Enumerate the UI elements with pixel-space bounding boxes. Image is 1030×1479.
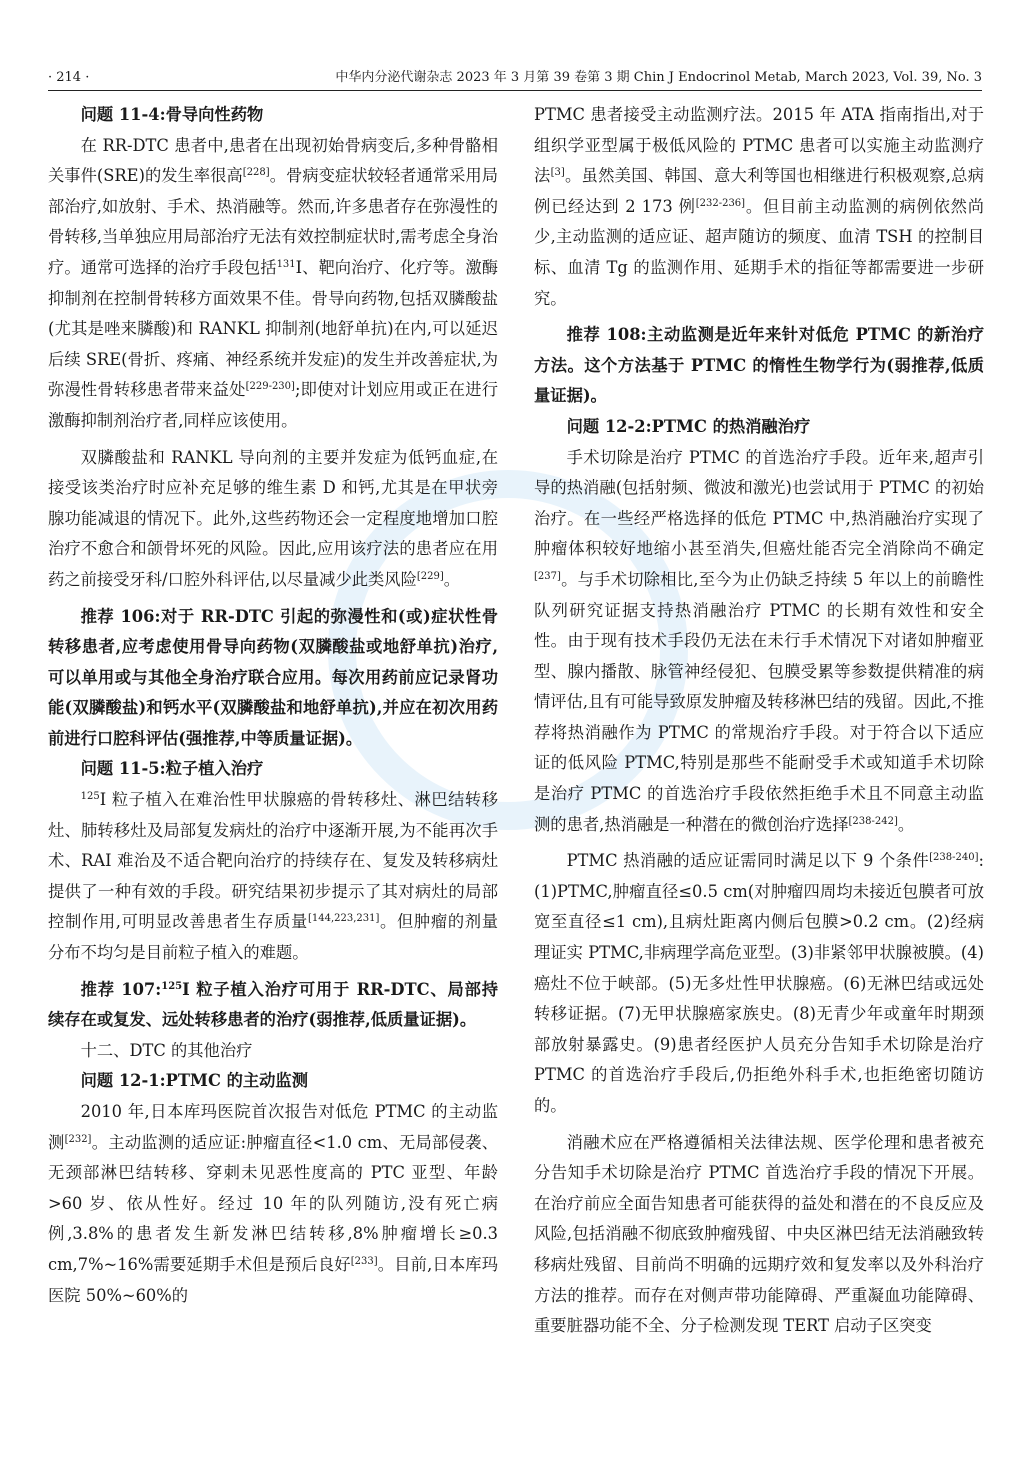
recommendation-106: 推荐 106:对于 RR-DTC 引起的弥漫性和(或)症状性骨转移患者,应考虑使用骨导向药物(双膦酸盐或地舒单抗)治疗,可以单用或与其他全身治疗联合应用。每次用药前应记录肾功能(双膦酸盐)和钙水平(双膦酸盐和地舒单抗),并应在初次用药前进行口腔科评估(强推荐,中等质量证据)。 bbox=[48, 606, 498, 748]
citation-ref: [228] bbox=[242, 167, 270, 179]
paragraph: PTMC 患者接受主动监测疗法。2015 年 ATA 指南指出,对于组织学亚型属于极低风险的 PTMC 患者可以实施主动监测疗法[3]。虽然美国、韩国、意大利等国也相继进行积极观察,总病例已经达到 2 173 例[232-236]。但目前主动监测的病例依然尚少,主动监测的适应证、超声随访的频度、血清 TSH 的控制目标、血清 Tg 的监测作用、延期手术的指征等都需要进一步研究。 bbox=[534, 105, 984, 308]
paragraph: 消融术应在严格遵循相关法律法规、医学伦理和患者被充分告知手术切除是治疗 PTMC 首选治疗手段的情况下开展。在治疗前应全面告知患者可能获得的益处和潜在的不良反应及风险,包括消融不彻底致肿瘤残留、中央区淋巴结无法消融致转移病灶残留、目前尚不明确的远期疗效和复发率以及外科治疗方法的推荐。而存在对侧声带功能障碍、严重凝血功能障碍、重要脏器功能不全、分子检测发现 TERT 启动子区突变 bbox=[534, 1132, 984, 1336]
left-column bbox=[48, 100, 498, 1311]
paragraph: 2010 年,日本库玛医院首次报告对低危 PTMC 的主动监测[232]。主动监测的适应证:肿瘤直径<1.0 cm、无局部侵袭、无颈部淋巴结转移、穿刺未见恶性度高的 PTC 亚型、年龄>60 岁、依从性好。经过 10 年的队列随访,没有死亡病例,3.8%的患者发生新发淋巴结转移,8%肿瘤增长≥0.3 cm,7%~16%需要延期手术但是预后良好[233]。目前,日本库玛医院 50%~60%的 bbox=[48, 1102, 498, 1305]
paragraph: PTMC 热消融的适应证需同时满足以下 9 个条件[238-240]:(1)PTMC,肿瘤直径≤0.5 cm(对肿瘤四周均未接近包膜者可放宽至直径≤1 cm),且病灶距离内侧后包膜>0.2 cm。(2)经病理证实 PTMC,非病理学高危亚型。(3)非紧邻甲状腺被膜。(4)癌灶不位于峡部。(5)无多灶性甲状腺癌。(6)无淋巴结或远处转移证据。(7)无甲状腺癌家族史。(8)无青少年或童年时期颈部放射暴露史。(9)患者经医护人员充分告知手术切除是治疗 PTMC 的首选治疗手段后,仍拒绝外科手术,也拒绝密切随访的。 bbox=[534, 851, 984, 1115]
citation-ref: [237] bbox=[534, 570, 561, 582]
question-11-4-heading: 问题 11-4:骨导向性药物 bbox=[80, 105, 264, 124]
recommendation-107: 推荐 107:$^{125}$I 粒子植入治疗可用于 RR-DTC、局部持续存在或复发、远处转移患者的治疗(弱推荐,低质量证据)。 bbox=[48, 979, 498, 1030]
section-heading-12: 十二、DTC 的其他治疗 bbox=[80, 1040, 253, 1060]
isotope-superscript: 131 bbox=[276, 258, 296, 270]
question-11-5-heading: 问题 11-5:粒子植入治疗 bbox=[80, 759, 264, 779]
paragraph: 在 RR-DTC 患者中,患者在出现初始骨病变后,多种骨骼相关事件(SRE)的发生率很高[228]。骨病变症状较轻者通常采用局部治疗,如放射、手术、热消融等。然而,许多患者存在弥漫性的骨转移,当单独应用局部治疗无法有效控制症状时,需考虑全身治疗。通常可选择的治疗手段包括$^{131}$I、靶向治疗、化疗等。激酶抑制剂在控制骨转移方面效果不佳。骨导向药物,包括双膦酸盐(尤其是唑来膦酸)和 RANKL 抑制剂(地舒单抗)在内,可以延迟后续 SRE(骨折、疼痛、神经系统并发症)的发生并改善症状,为弥漫性骨转移患者带来益处[229-230];即使对计划应用或正在进行激酶抑制剂治疗者,同样应该使用。 bbox=[48, 135, 498, 430]
question-12-2-heading: 问题 12-2:PTMC 的热消融治疗 bbox=[566, 416, 811, 436]
citation-ref: [229-230] bbox=[245, 381, 295, 393]
citation-ref: [232] bbox=[64, 1133, 92, 1145]
right-column bbox=[534, 100, 984, 1342]
journal-citation: 中华内分泌代谢杂志 2023 年 3 月第 39 卷第 3 期 Chin J Endocrinol Metab, March 2023, Vol. 39, No. 3 bbox=[335, 70, 982, 85]
page-number: · 214 · bbox=[48, 70, 90, 85]
citation-ref: [3] bbox=[550, 167, 565, 179]
question-12-1-heading: 问题 12-1:PTMC 的主动监测 bbox=[80, 1071, 308, 1091]
citation-ref: [238-240] bbox=[929, 852, 979, 864]
citation-ref: [144,223,231] bbox=[307, 913, 380, 925]
paragraph: 双膦酸盐和 RANKL 导向剂的主要并发症为低钙血症,在接受该类治疗时应补充足够的维生素 D 和钙,尤其是在甲状旁腺功能减退的情况下。此外,这些药物还会一定程度地增加口腔治疗不愈合和颌骨坏死的风险。因此,应用该疗法的患者应在用药之前接受牙科/口腔外科评估,以尽量减少此类风险[229]。 bbox=[48, 447, 498, 589]
isotope-superscript: 125 bbox=[161, 980, 183, 992]
paragraph: 手术切除是治疗 PTMC 的首选治疗手段。近年来,超声引导的热消融(包括射频、微波和激光)也尝试用于 PTMC 的初始治疗。在一些经严格选择的低危 PTMC 中,热消融治疗实现了肿瘤体积较好地缩小甚至消失,但癌灶能否完全消除尚不确定[237]。与手术切除相比,至今为止仍缺乏持续 5 年以上的前瞻性队列研究证据支持热消融治疗 PTMC 的长期有效性和安全性。由于现有技术手段仍无法在未行手术情况下对诸如肿瘤亚型、腺内播散、脉管神经侵犯、包膜受累等参数提供精准的病情评估,且有可能导致原发肿瘤及转移淋巴结的残留。因此,不推荐将热消融作为 PTMC 的常规治疗手段。对于符合以下适应证的低风险 PTMC,特别是那些不能耐受手术或知道手术切除是治疗 PTMC 的首选治疗手段依然拒绝手术且不同意主动监测的患者,热消融是一种潜在的微创治疗选择[238-242]。 bbox=[534, 447, 984, 834]
citation-ref: [232-236] bbox=[695, 197, 746, 209]
recommendation-108: 推荐 108:主动监测是近年来针对低危 PTMC 的新治疗方法。这个方法基于 PTMC 的惰性生物学行为(弱推荐,低质量证据)。 bbox=[534, 325, 984, 406]
isotope-superscript: 125 bbox=[80, 791, 100, 803]
running-header bbox=[48, 68, 982, 91]
citation-ref: [233] bbox=[350, 1255, 378, 1267]
paragraph: $^{125}$I 粒子植入在难治性甲状腺癌的骨转移灶、淋巴结转移灶、肺转移灶及局部复发病灶的治疗中逐渐开展,为不能再次手术、RAI 难治及不适合靶向治疗的持续存在、复发及转移病灶提供了一种有效的手段。研究结果初步提示了其对病灶的局部控制作用,可明显改善患者生存质量[144,223,231]。但肿瘤的剂量分布不均匀是目前粒子植入的难题。 bbox=[48, 790, 498, 963]
citation-ref: [229] bbox=[416, 570, 444, 582]
citation-ref: [238-242] bbox=[848, 815, 898, 827]
